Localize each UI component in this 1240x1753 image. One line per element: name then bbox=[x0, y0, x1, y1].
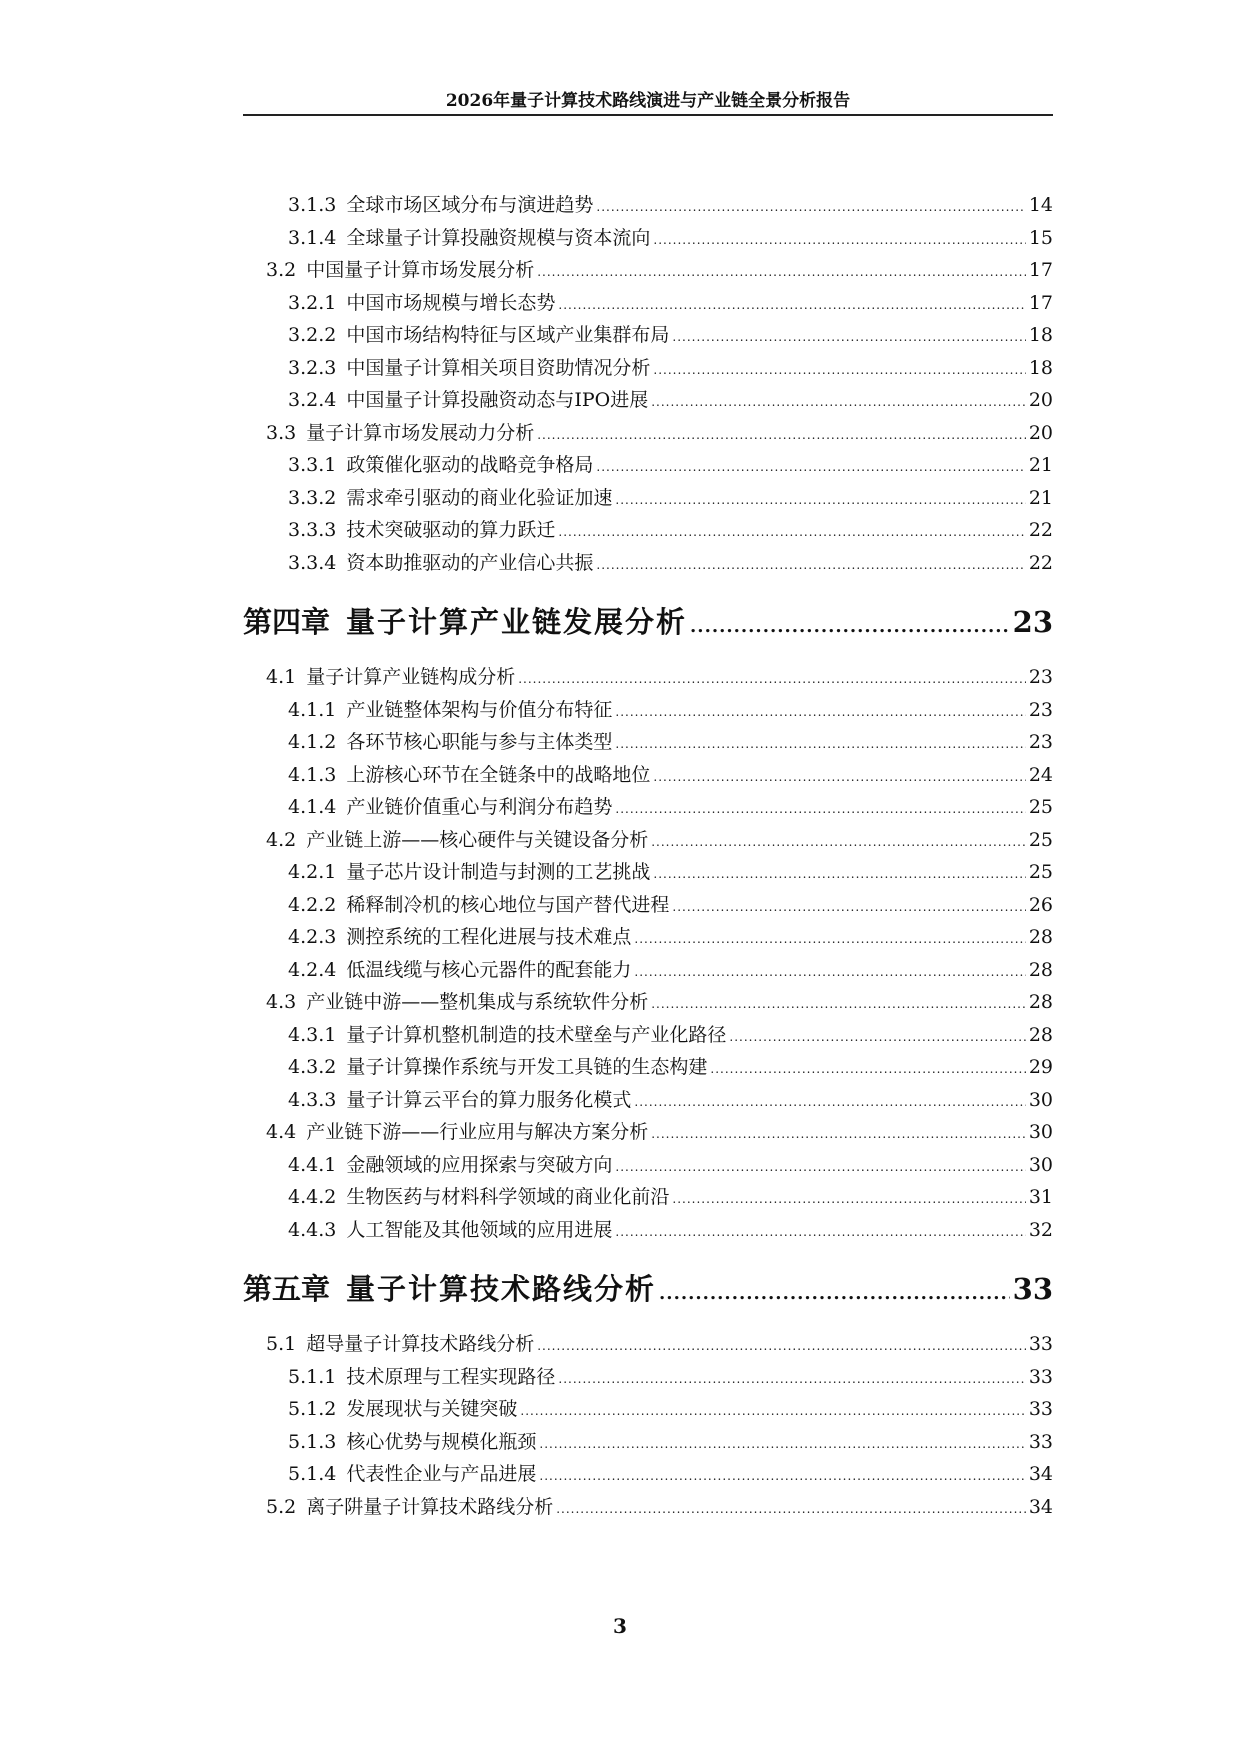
toc-entry-title: 资本助推驱动的产业信心共振 bbox=[346, 551, 594, 574]
toc-entry-page: 32 bbox=[1028, 1218, 1053, 1241]
toc-entry-title: 超导量子计算技术路线分析 bbox=[306, 1333, 535, 1355]
toc-entry-title: 量子计算云平台的算力服务化模式 bbox=[346, 1088, 632, 1111]
toc-entry[interactable] bbox=[243, 1329, 1053, 1362]
toc-entry-page: 33 bbox=[1012, 1272, 1053, 1306]
toc-entry[interactable] bbox=[243, 1020, 1053, 1053]
toc-leader-dots bbox=[539, 1469, 1025, 1483]
toc-entry-page: 24 bbox=[1028, 763, 1053, 786]
toc-entry-page: 28 bbox=[1028, 991, 1053, 1013]
toc-entry[interactable] bbox=[243, 1459, 1053, 1492]
toc-entry-page: 18 bbox=[1028, 324, 1053, 346]
toc-leader-dots bbox=[672, 900, 1025, 914]
toc-leader-dots bbox=[651, 1127, 1026, 1141]
toc-entry-number: 4.1.4 bbox=[288, 796, 337, 818]
toc-entry-title: 量子计算操作系统与开发工具链的生态构建 bbox=[346, 1056, 708, 1078]
toc-entry-number: 4.1.3 bbox=[288, 763, 337, 786]
toc-entry[interactable] bbox=[243, 695, 1053, 728]
toc-entry-number: 5.1.3 bbox=[288, 1430, 337, 1453]
toc-entry[interactable] bbox=[243, 1492, 1053, 1525]
toc-entry-number: 4.1.2 bbox=[288, 731, 337, 753]
toc-entry-number: 第五章 bbox=[243, 1272, 331, 1306]
toc-leader-dots bbox=[653, 363, 1025, 377]
toc-entry[interactable] bbox=[243, 320, 1053, 353]
toc-entry-number: 3.2.1 bbox=[288, 291, 337, 314]
toc-entry[interactable] bbox=[243, 385, 1053, 418]
toc-leader-dots bbox=[653, 770, 1025, 784]
toc-leader-dots bbox=[690, 616, 1010, 637]
toc-leader-dots bbox=[659, 1283, 1010, 1304]
toc-entry-number: 4.4.1 bbox=[288, 1153, 337, 1176]
toc-entry-number: 3.2 bbox=[266, 259, 297, 281]
running-header: 2026年量子计算技术路线演进与产业链全景分析报告 bbox=[445, 91, 851, 111]
toc-entry-number: 4.2.2 bbox=[288, 893, 337, 916]
toc-entry-page: 23 bbox=[1028, 698, 1053, 721]
toc-leader-dots bbox=[556, 1502, 1026, 1516]
toc-entry-number: 4.4.3 bbox=[288, 1218, 337, 1241]
toc-entry-page: 18 bbox=[1028, 356, 1053, 379]
toc-entry-page: 22 bbox=[1028, 551, 1053, 574]
toc-entry-number: 3.1.4 bbox=[288, 226, 337, 249]
toc-entry-page: 28 bbox=[1028, 958, 1053, 981]
toc-leader-dots bbox=[596, 460, 1025, 474]
toc-leader-dots bbox=[651, 997, 1026, 1011]
toc-entry-number: 4.3.1 bbox=[288, 1023, 337, 1046]
toc-entry-page: 23 bbox=[1028, 731, 1053, 753]
toc-entry-title: 金融领域的应用探索与突破方向 bbox=[346, 1153, 613, 1176]
toc-entry-page: 20 bbox=[1028, 389, 1053, 411]
toc-entry-title: 测控系统的工程化进展与技术难点 bbox=[346, 926, 632, 948]
toc-entry-page: 30 bbox=[1028, 1088, 1053, 1111]
toc-entry-title: 全球量子计算投融资规模与资本流向 bbox=[346, 226, 651, 249]
toc-entry[interactable] bbox=[243, 760, 1053, 793]
toc-entry-title: 中国市场结构特征与区域产业集群布局 bbox=[346, 324, 670, 346]
toc-entry-page: 30 bbox=[1028, 1121, 1053, 1143]
toc-entry-page: 25 bbox=[1028, 828, 1053, 851]
toc-entry-number: 3.2.2 bbox=[288, 324, 337, 346]
toc-leader-dots bbox=[518, 672, 1026, 686]
toc-leader-dots bbox=[520, 1404, 1025, 1418]
toc-entry-title: 低温线缆与核心元器件的配套能力 bbox=[346, 958, 632, 981]
toc-entry[interactable] bbox=[243, 1182, 1053, 1215]
header-rule bbox=[243, 114, 1053, 116]
toc-chapter-entry[interactable] bbox=[243, 600, 1053, 644]
toc-entry-title: 产业链上游——核心硬件与关键设备分析 bbox=[306, 828, 649, 851]
toc-entry-title: 量子计算市场发展动力分析 bbox=[306, 421, 535, 444]
toc-entry-number: 4.3 bbox=[266, 991, 297, 1013]
toc-entry-page: 34 bbox=[1028, 1495, 1053, 1518]
toc-entry-number: 4.1.1 bbox=[288, 698, 337, 721]
toc-entry[interactable] bbox=[243, 450, 1053, 483]
toc-entry-number: 5.1.2 bbox=[288, 1398, 337, 1420]
toc-entry-number: 5.2 bbox=[266, 1495, 297, 1518]
toc-entry[interactable] bbox=[243, 792, 1053, 825]
toc-entry-page: 23 bbox=[1012, 605, 1053, 639]
toc-entry-page: 22 bbox=[1028, 519, 1053, 541]
toc-entry-title: 产业链整体架构与价值分布特征 bbox=[346, 698, 613, 721]
toc-entry[interactable] bbox=[243, 223, 1053, 256]
toc-entry-page: 15 bbox=[1028, 226, 1053, 249]
toc-entry-number: 4.2.4 bbox=[288, 958, 337, 981]
toc-entry[interactable] bbox=[243, 418, 1053, 451]
toc-entry[interactable] bbox=[243, 1117, 1053, 1150]
toc-entry-number: 5.1.4 bbox=[288, 1463, 337, 1485]
toc-entry-title: 产业链中游——整机集成与系统软件分析 bbox=[306, 991, 649, 1013]
toc-entry[interactable] bbox=[243, 1085, 1053, 1118]
toc-leader-dots bbox=[539, 1437, 1025, 1451]
toc-entry[interactable] bbox=[243, 483, 1053, 516]
toc-entry-title: 量子计算机整机制造的技术壁垒与产业化路径 bbox=[346, 1023, 727, 1046]
page-number: 3 bbox=[613, 1614, 627, 1638]
toc-chapter-entry[interactable] bbox=[243, 1267, 1053, 1311]
toc-entry-title: 政策催化驱动的战略竞争格局 bbox=[346, 454, 594, 476]
toc-entry-number: 4.1 bbox=[266, 666, 297, 688]
toc-entry[interactable] bbox=[243, 1052, 1053, 1085]
toc-entry-title: 发展现状与关键突破 bbox=[346, 1398, 518, 1420]
toc-entry-page: 14 bbox=[1028, 194, 1053, 216]
toc-leader-dots bbox=[558, 298, 1025, 312]
toc-leader-dots bbox=[634, 932, 1025, 946]
toc-entry-page: 28 bbox=[1028, 1023, 1053, 1046]
toc-entry-number: 4.2 bbox=[266, 828, 297, 851]
toc-entry-title: 中国市场规模与增长态势 bbox=[346, 291, 556, 314]
toc-entry-title: 人工智能及其他领域的应用进展 bbox=[346, 1218, 613, 1241]
toc-leader-dots bbox=[615, 802, 1025, 816]
toc-entry[interactable] bbox=[243, 1215, 1053, 1248]
toc-entry-page: 21 bbox=[1028, 486, 1053, 509]
toc-leader-dots bbox=[710, 1062, 1025, 1076]
toc-entry-number: 3.3 bbox=[266, 421, 297, 444]
toc-entry[interactable] bbox=[243, 288, 1053, 321]
toc-entry-number: 4.4.2 bbox=[288, 1186, 337, 1208]
toc-entry[interactable] bbox=[243, 255, 1053, 288]
toc-leader-dots bbox=[537, 265, 1026, 279]
toc-leader-dots bbox=[615, 493, 1025, 507]
toc-entry[interactable] bbox=[243, 662, 1053, 695]
toc-entry-title: 核心优势与规模化瓶颈 bbox=[346, 1430, 537, 1453]
toc-entry[interactable] bbox=[243, 353, 1053, 386]
toc-leader-dots bbox=[537, 428, 1026, 442]
toc-entry-number: 4.2.3 bbox=[288, 926, 337, 948]
toc-entry-page: 30 bbox=[1028, 1153, 1053, 1176]
toc-entry[interactable] bbox=[243, 857, 1053, 890]
toc-entry-page: 33 bbox=[1028, 1398, 1053, 1420]
toc-entry-title: 产业链下游——行业应用与解决方案分析 bbox=[306, 1121, 649, 1143]
toc-entry[interactable] bbox=[243, 1394, 1053, 1427]
toc-entry-title: 生物医药与材料科学领域的商业化前沿 bbox=[346, 1186, 670, 1208]
toc-entry-title: 量子计算技术路线分析 bbox=[346, 1272, 657, 1306]
toc-leader-dots bbox=[634, 965, 1025, 979]
toc-entry-title: 上游核心环节在全链条中的战略地位 bbox=[346, 763, 651, 786]
toc-entry-page: 25 bbox=[1028, 861, 1053, 883]
table-of-contents bbox=[243, 190, 1053, 1524]
toc-entry-number: 3.2.3 bbox=[288, 356, 337, 379]
toc-leader-dots bbox=[653, 867, 1025, 881]
toc-entry[interactable] bbox=[243, 922, 1053, 955]
toc-entry-number: 5.1.1 bbox=[288, 1365, 337, 1388]
toc-leader-dots bbox=[634, 1095, 1025, 1109]
toc-entry-number: 3.3.1 bbox=[288, 454, 337, 476]
toc-entry-title: 产业链价值重心与利润分布趋势 bbox=[346, 796, 613, 818]
toc-entry-title: 中国量子计算投融资动态与IPO进展 bbox=[346, 389, 649, 411]
toc-entry-page: 17 bbox=[1028, 259, 1053, 281]
toc-entry-number: 3.3.3 bbox=[288, 519, 337, 541]
toc-entry-title: 量子计算产业链构成分析 bbox=[306, 666, 516, 688]
toc-entry-title: 稀释制冷机的核心地位与国产替代进程 bbox=[346, 893, 670, 916]
toc-entry-page: 17 bbox=[1028, 291, 1053, 314]
toc-entry-page: 31 bbox=[1028, 1186, 1053, 1208]
toc-entry-page: 25 bbox=[1028, 796, 1053, 818]
toc-entry-title: 中国量子计算市场发展分析 bbox=[306, 259, 535, 281]
toc-entry[interactable] bbox=[243, 987, 1053, 1020]
toc-entry-page: 29 bbox=[1028, 1056, 1053, 1078]
toc-entry-page: 28 bbox=[1028, 926, 1053, 948]
toc-entry-title: 技术突破驱动的算力跃迁 bbox=[346, 519, 556, 541]
toc-entry-page: 33 bbox=[1028, 1333, 1053, 1355]
toc-entry[interactable] bbox=[243, 548, 1053, 581]
toc-leader-dots bbox=[558, 525, 1025, 539]
toc-entry[interactable] bbox=[243, 955, 1053, 988]
toc-entry-number: 3.3.4 bbox=[288, 551, 337, 574]
toc-entry-title: 全球市场区域分布与演进趋势 bbox=[346, 194, 594, 216]
toc-leader-dots bbox=[558, 1372, 1025, 1386]
toc-leader-dots bbox=[596, 200, 1025, 214]
toc-entry-page: 21 bbox=[1028, 454, 1053, 476]
toc-entry-number: 3.3.2 bbox=[288, 486, 337, 509]
toc-entry-number: 3.2.4 bbox=[288, 389, 337, 411]
toc-leader-dots bbox=[596, 558, 1025, 572]
toc-entry-number: 4.2.1 bbox=[288, 861, 337, 883]
toc-entry-title: 需求牵引驱动的商业化验证加速 bbox=[346, 486, 613, 509]
toc-entry-title: 中国量子计算相关项目资助情况分析 bbox=[346, 356, 651, 379]
toc-entry-number: 3.1.3 bbox=[288, 194, 337, 216]
toc-entry-number: 4.4 bbox=[266, 1121, 297, 1143]
toc-leader-dots bbox=[729, 1030, 1025, 1044]
toc-entry-title: 各环节核心职能与参与主体类型 bbox=[346, 731, 613, 753]
toc-entry-page: 20 bbox=[1028, 421, 1053, 444]
toc-entry-title: 量子计算产业链发展分析 bbox=[346, 605, 688, 639]
toc-entry-number: 5.1 bbox=[266, 1333, 297, 1355]
toc-entry[interactable] bbox=[243, 727, 1053, 760]
toc-entry-title: 离子阱量子计算技术路线分析 bbox=[306, 1495, 554, 1518]
toc-entry[interactable] bbox=[243, 1150, 1053, 1183]
toc-entry[interactable] bbox=[243, 190, 1053, 223]
toc-entry-title: 量子芯片设计制造与封测的工艺挑战 bbox=[346, 861, 651, 883]
toc-entry-page: 23 bbox=[1028, 666, 1053, 688]
toc-leader-dots bbox=[615, 1160, 1025, 1174]
toc-entry-title: 技术原理与工程实现路径 bbox=[346, 1365, 556, 1388]
toc-leader-dots bbox=[615, 737, 1025, 751]
toc-entry[interactable] bbox=[243, 1362, 1053, 1395]
toc-entry-number: 第四章 bbox=[243, 605, 331, 639]
toc-leader-dots bbox=[651, 835, 1026, 849]
toc-leader-dots bbox=[672, 330, 1025, 344]
toc-leader-dots bbox=[672, 1192, 1025, 1206]
toc-entry-page: 33 bbox=[1028, 1365, 1053, 1388]
toc-entry[interactable] bbox=[243, 515, 1053, 548]
toc-leader-dots bbox=[615, 1225, 1025, 1239]
toc-leader-dots bbox=[653, 233, 1025, 247]
toc-leader-dots bbox=[615, 705, 1025, 719]
toc-entry-number: 4.3.2 bbox=[288, 1056, 337, 1078]
toc-entry-title: 代表性企业与产品进展 bbox=[346, 1463, 537, 1485]
toc-entry-page: 33 bbox=[1028, 1430, 1053, 1453]
toc-leader-dots bbox=[537, 1339, 1026, 1353]
toc-leader-dots bbox=[651, 395, 1026, 409]
toc-entry-page: 34 bbox=[1028, 1463, 1053, 1485]
toc-entry[interactable] bbox=[243, 825, 1053, 858]
toc-entry[interactable] bbox=[243, 1427, 1053, 1460]
toc-entry[interactable] bbox=[243, 890, 1053, 923]
toc-entry-number: 4.3.3 bbox=[288, 1088, 337, 1111]
toc-entry-page: 26 bbox=[1028, 893, 1053, 916]
